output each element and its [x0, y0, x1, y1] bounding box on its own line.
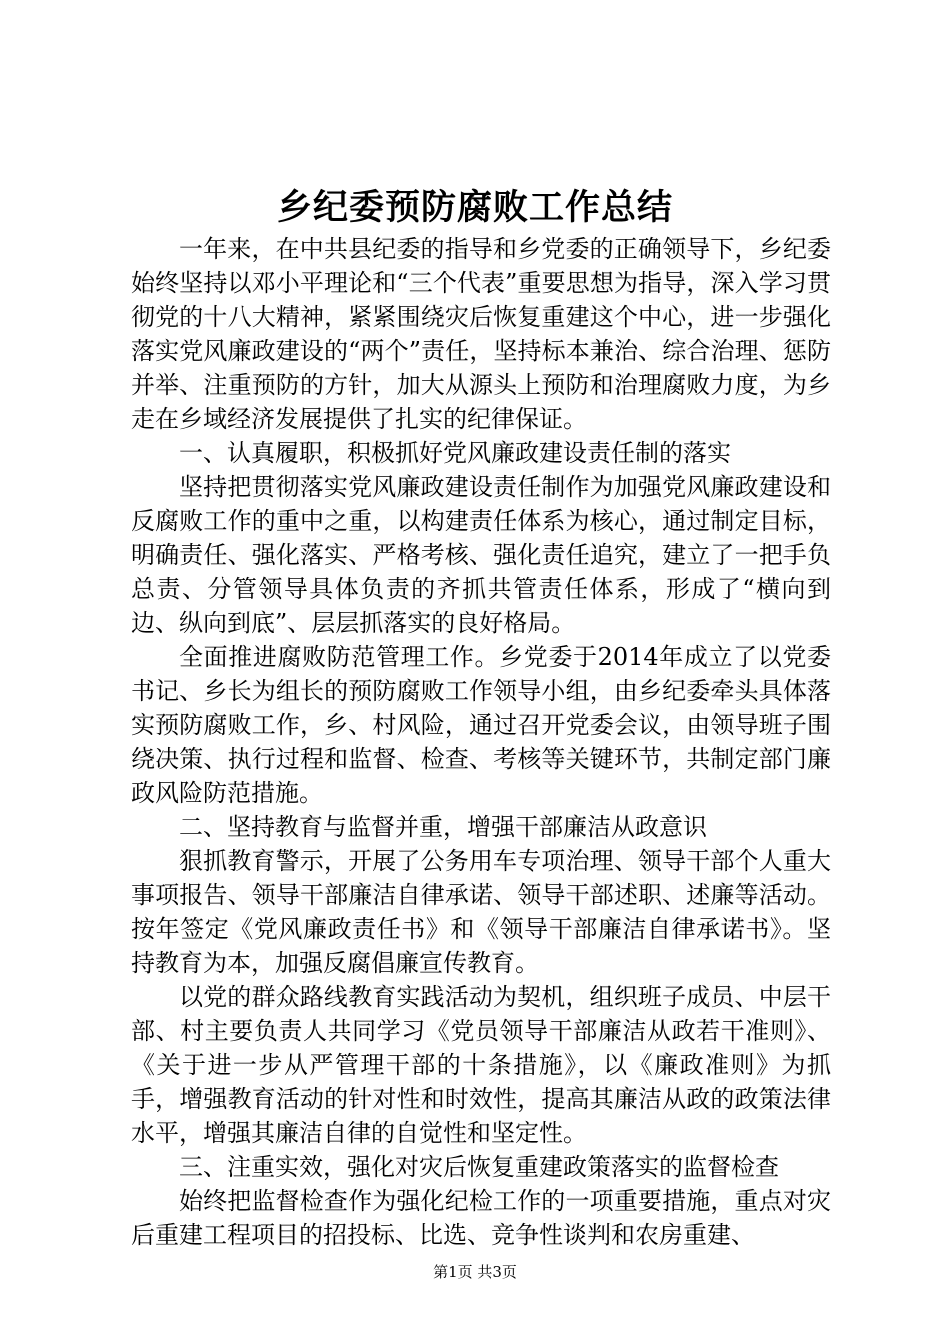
document-title: 乡纪委预防腐败工作总结	[276, 187, 673, 228]
paragraph: 狠抓教育警示，开展了公务用车专项治理、领导干部个人重大事项报告、领导干部廉洁自律承诺、领导干部述职、述廉等活动。按年签定《党风廉政责任书》和《领导干部廉洁自律承诺书》。坚持教育为本，加强反腐倡廉宣传教育。	[131, 847, 831, 977]
paragraph: 全面推进腐败防范管理工作。乡党委于2014年成立了以党委书记、乡长为组长的预防腐败工作领导小组，由乡纪委牵头具体落实预防腐败工作，乡、村风险，通过召开党委会议，由领导班子围绕决策、执行过程和监督、检查、考核等关键环节，共制定部门廉政风险防范措施。	[131, 643, 831, 807]
paragraph: 坚持把贯彻落实党风廉政建设责任制作为加强党风廉政建设和反腐败工作的重中之重，以构建责任体系为核心，通过制定目标，明确责任、强化落实、严格考核、强化责任追究，建立了一把手负总责、分管领导具体负责的齐抓共管责任体系，形成了“横向到边、纵向到底”、层层抓落实的良好格局。	[131, 473, 831, 637]
section-heading-3: 三、注重实效，强化对灾后恢复重建政策落实的监督检查	[179, 1153, 779, 1181]
paragraph: 以党的群众路线教育实践活动为契机，组织班子成员、中层干部、村主要负责人共同学习《党员领导干部廉洁从政若干准则》、《关于进一步从严管理干部的十条措施》，以《廉政准则》为抓手，增强教育活动的针对性和时效性，提高其廉洁从政的政策法律水平，增强其廉洁自律的自觉性和坚定性。	[131, 983, 831, 1147]
page-footer: 第1页 共3页	[433, 1263, 517, 1281]
section-heading-1: 一、认真履职，积极抓好党风廉政建设责任制的落实	[179, 439, 731, 467]
document-body	[131, 232, 831, 1252]
paragraph-intro: 一年来，在中共县纪委的指导和乡党委的正确领导下，乡纪委始终坚持以邓小平理论和“三个代表”重要思想为指导，深入学习贯彻党的十八大精神，紧紧围绕灾后恢复重建这个中心，进一步强化落实党风廉政建设的“两个”责任，坚持标本兼治、综合治理、惩防并举、注重预防的方针，加大从源头上预防和治理腐败力度，为乡走在乡域经济发展提供了扎实的纪律保证。	[131, 235, 831, 433]
paragraph: 始终把监督检查作为强化纪检工作的一项重要措施，重点对灾后重建工程项目的招投标、比选、竞争性谈判和农房重建、	[131, 1187, 831, 1249]
section-heading-2: 二、坚持教育与监督并重，增强干部廉洁从政意识	[179, 813, 707, 841]
